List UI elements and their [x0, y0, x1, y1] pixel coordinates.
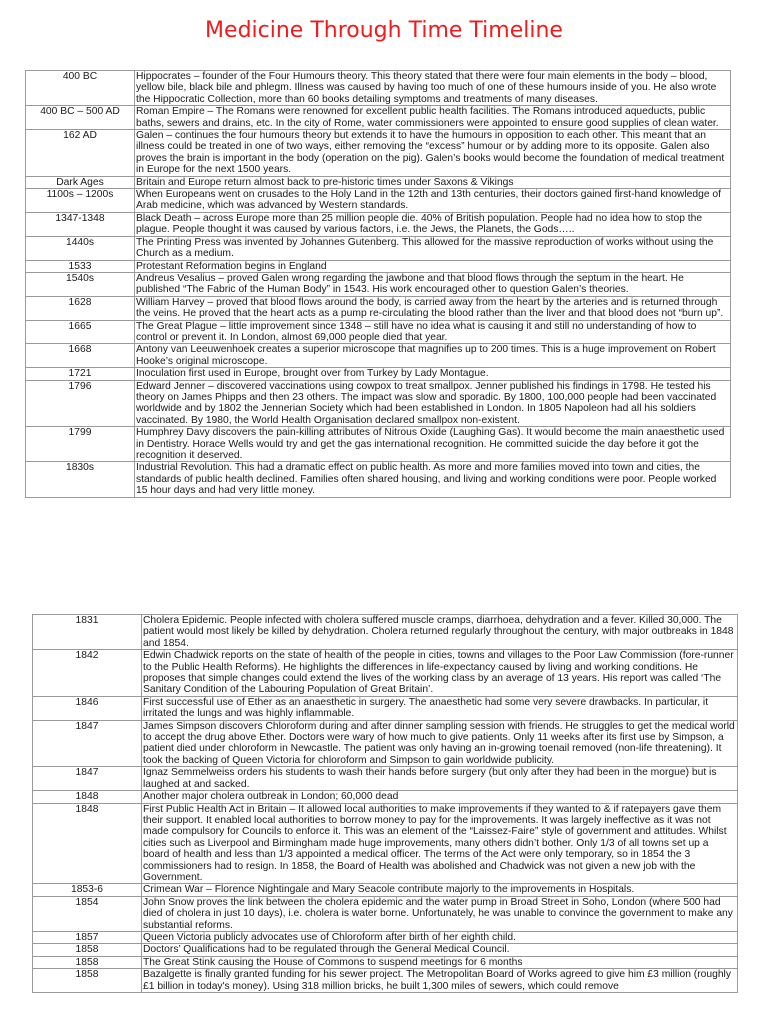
timeline-row: [33, 803, 738, 884]
timeline-event: James Simpson discovers Chloroform during and after dinner sampling session with friends. He struggles to get the medical world to accept the drug above Ether. Doctors were wary of how much to give patients. Only 11 weeks after its first use by Simpson, a patient died under chloroform in Newcastle. The patient was only having an in-growing toenail removed (non-life threatening). It took the backing of Queen Victoria for chloroform and Simpson to gain worldwide publicity.: [142, 720, 738, 767]
timeline-row: [26, 189, 731, 213]
timeline-date: 1858: [33, 956, 142, 968]
timeline-event: Black Death – across Europe more than 25 million people die. 40% of British population. People had no idea how to stop the plague. People thought it was caused by various factors, i.e. the Jews, the Planets, the Gods…..: [135, 212, 731, 236]
timeline-date: Dark Ages: [26, 176, 135, 188]
timeline-event: Roman Empire – The Romans were renowned for excellent public health facilities. The Romans introduced aqueducts, public baths, sewers and drains, etc. In the city of Rome, water commissioners were appointed to ensure good supplies of clean water.: [135, 106, 731, 130]
timeline-date: 1858: [33, 944, 142, 956]
timeline-date: 400 BC – 500 AD: [26, 106, 135, 130]
timeline-event: When Europeans went on crusades to the Holy Land in the 12th and 13th centuries, their doctors gained first-hand knowledge of Arab medicine, which was advanced by Western standards.: [135, 189, 731, 213]
timeline-event: Another major cholera outbreak in London; 60,000 dead: [142, 791, 738, 803]
timeline-date: 1847: [33, 767, 142, 791]
timeline-table-2-body: [33, 615, 738, 993]
timeline-date: 1100s – 1200s: [26, 189, 135, 213]
timeline-row: [26, 380, 731, 427]
timeline-row: [26, 427, 731, 462]
timeline-event: Protestant Reformation begins in England: [135, 260, 731, 272]
timeline-event: Antony van Leeuwenhoek creates a superior microscope that magnifies up to 200 times. This is a huge improvement on Robert Hooke’s original microscope.: [135, 344, 731, 368]
timeline-row: [26, 106, 731, 130]
timeline-date: 1799: [26, 427, 135, 462]
timeline-event: The Printing Press was invented by Johannes Gutenberg. This allowed for the massive reproduction of works without using the Church as a medium.: [135, 236, 731, 260]
timeline-date: 1847: [33, 720, 142, 767]
timeline-row: [33, 615, 738, 650]
timeline-event: Edwin Chadwick reports on the state of health of the people in cities, towns and villages to the Poor Law Commission (fore-runner to the Public Health Reforms). He highlights the differences in life-expectancy caused by living and working conditions. He proposes that simple changes could extend the lives of the working class by an average of 13 years. His report was called ‘The Sanitary Condition of the Labouring Population of Great Britain’.: [142, 650, 738, 697]
timeline-date: 1848: [33, 791, 142, 803]
timeline-date: 1533: [26, 260, 135, 272]
timeline-row: [33, 884, 738, 896]
timeline-row: [26, 368, 731, 380]
timeline-row: [33, 969, 738, 993]
timeline-event: The Great Stink causing the House of Commons to suspend meetings for 6 months: [142, 956, 738, 968]
timeline-event: Hippocrates – founder of the Four Humours theory. This theory stated that there were four main elements in the body – blood, yellow bile, black bile and phlegm. Illness was caused by having too much of one of these humours inside of you. He also wrote the Hippocratic Collection, more than 60 books detailing symptoms and treatments of many diseases.: [135, 71, 731, 106]
timeline-row: [26, 272, 731, 296]
timeline-row: [26, 260, 731, 272]
timeline-row: [26, 176, 731, 188]
timeline-row: [26, 130, 731, 177]
page-title: Medicine Through Time Timeline: [205, 18, 563, 43]
timeline-event: Humphrey Davy discovers the pain-killing attributes of Nitrous Oxide (Laughing Gas). It would become the main anaesthetic used in Dentistry. Horace Wells would try and get the gas international recognition. He committed suicide the day before it got the recognition it deserved.: [135, 427, 731, 462]
timeline-row: [33, 956, 738, 968]
timeline-event: Crimean War – Florence Nightingale and Mary Seacole contribute majorly to the improvements in Hospitals.: [142, 884, 738, 896]
timeline-date: 1721: [26, 368, 135, 380]
timeline-event: Andreus Vesalius – proved Galen wrong regarding the jawbone and that blood flows through the septum in the heart. He published “The Fabric of the Human Body” in 1543. His work encouraged other to question Galen’s theories.: [135, 272, 731, 296]
timeline-date: 1846: [33, 696, 142, 720]
timeline-event: First Public Health Act in Britain – It allowed local authorities to make improvements if they wanted to & if ratepayers gave them their support. It enabled local authorities to borrow money to pay for the improvements. It was largely ineffective as it was not made compulsory for Councils to enforce it. This was an element of the “Laissez-Faire” style of government and attitudes. Whilst cities such as Liverpool and Birmingham made huge improvements, many others didn’t bother. Only 1/3 of all towns set up a board of health and less than 1/3 appointed a medical officer. The terms of the Act were only temporary, so in 1854 the 3 commissioners had to resign. In 1858, the Board of Health was abolished and Chadwick was not given a new job with the Government.: [142, 803, 738, 884]
timeline-event: Bazalgette is finally granted funding for his sewer project. The Metropolitan Board of Works agreed to give him £3 million (roughly £1 billion in today's money). Using 318 million bricks, he built 1,300 miles of sewers, which could remove: [142, 969, 738, 993]
timeline-row: [33, 896, 738, 931]
timeline-row: [33, 696, 738, 720]
timeline-date: 1842: [33, 650, 142, 697]
timeline-date: 1830s: [26, 462, 135, 497]
timeline-event: John Snow proves the link between the cholera epidemic and the water pump in Broad Street in Soho, London (where 500 had died of cholera in just 10 days), i.e. cholera is water borne. Unfortunately, he was unable to convince the government to make any substantial reforms.: [142, 896, 738, 931]
timeline-row: [33, 791, 738, 803]
timeline-date: 1831: [33, 615, 142, 650]
timeline-date: 1858: [33, 969, 142, 993]
timeline-date: 1796: [26, 380, 135, 427]
timeline-row: [33, 720, 738, 767]
timeline-date: 1440s: [26, 236, 135, 260]
timeline-event: Ignaz Semmelweiss orders his students to wash their hands before surgery (but only after they had been in the morgue) but is laughed at and sacked.: [142, 767, 738, 791]
timeline-event: Britain and Europe return almost back to pre-historic times under Saxons & Vikings: [135, 176, 731, 188]
timeline-row: [26, 320, 731, 344]
timeline-event: Galen – continues the four humours theory but extends it to have the humours in opposition to each other. This meant that an illness could be treated in one of two ways, either removing the “excess” humour or by adding more to its opposite. Galen also proves the brain is important in the body (operation on the pig). Galen’s books would become the foundation of medical treatment in Europe for the next 1500 years.: [135, 130, 731, 177]
timeline-event: William Harvey – proved that blood flows around the body, is carried away from the heart by the arteries and is returned through the veins. He proved that the heart acts as a pump re-circulating the blood rather than the liver and that blood does not “burn up”.: [135, 296, 731, 320]
timeline-row: [26, 71, 731, 106]
timeline-row: [26, 344, 731, 368]
timeline-date: 1848: [33, 803, 142, 884]
timeline-date: 1540s: [26, 272, 135, 296]
timeline-row: [26, 212, 731, 236]
timeline-date: 400 BC: [26, 71, 135, 106]
timeline-date: 1628: [26, 296, 135, 320]
timeline-event: Cholera Epidemic. People infected with cholera suffered muscle cramps, diarrhoea, dehydration and a fever. Killed 30,000. The patient would most likely be killed by dehydration. Cholera returned regularly throughout the century, with major outbreaks in 1848 and 1854.: [142, 615, 738, 650]
timeline-row: [26, 296, 731, 320]
timeline-date: 162 AD: [26, 130, 135, 177]
timeline-date: 1347-1348: [26, 212, 135, 236]
timeline-table-1: [25, 70, 731, 498]
timeline-table-1-body: [26, 71, 731, 498]
timeline-row: [26, 236, 731, 260]
timeline-event: Doctors’ Qualifications had to be regulated through the General Medical Council.: [142, 944, 738, 956]
timeline-event: First successful use of Ether as an anaesthetic in surgery. The anaesthetic had some very severe drawbacks. In particular, it irritated the lungs and was highly inflammable.: [142, 696, 738, 720]
timeline-row: [33, 931, 738, 943]
timeline-event: The Great Plague – little improvement since 1348 – still have no idea what is causing it and still no understanding of how to control or prevent it. In London, almost 69,000 people died that year.: [135, 320, 731, 344]
timeline-date: 1854: [33, 896, 142, 931]
timeline-date: 1857: [33, 931, 142, 943]
timeline-row: [33, 767, 738, 791]
timeline-row: [33, 944, 738, 956]
timeline-event: Inoculation first used in Europe, brought over from Turkey by Lady Montague.: [135, 368, 731, 380]
timeline-event: Industrial Revolution. This had a dramatic effect on public health. As more and more families moved into town and cities, the standards of public health declined. Families often shared housing, and living and working conditions were poor. People worked 15 hour days and had very little money.: [135, 462, 731, 497]
timeline-date: 1665: [26, 320, 135, 344]
timeline-row: [26, 462, 731, 497]
timeline-date: 1853-6: [33, 884, 142, 896]
timeline-event: Edward Jenner – discovered vaccinations using cowpox to treat smallpox. Jenner published his findings in 1798. He tested his theory on James Phipps and then 23 others. The impact was slow and sporadic. By 1800, 100,000 people had been vaccinated worldwide and by 1802 the Jennerian Society which had been established in London. In 1805 Napoleon had all his soldiers vaccinated. By 1980, the World Health Organisation declared smallpox non-existent.: [135, 380, 731, 427]
timeline-event: Queen Victoria publicly advocates use of Chloroform after birth of her eighth child.: [142, 931, 738, 943]
timeline-date: 1668: [26, 344, 135, 368]
timeline-table-2: [32, 614, 738, 993]
timeline-row: [33, 650, 738, 697]
